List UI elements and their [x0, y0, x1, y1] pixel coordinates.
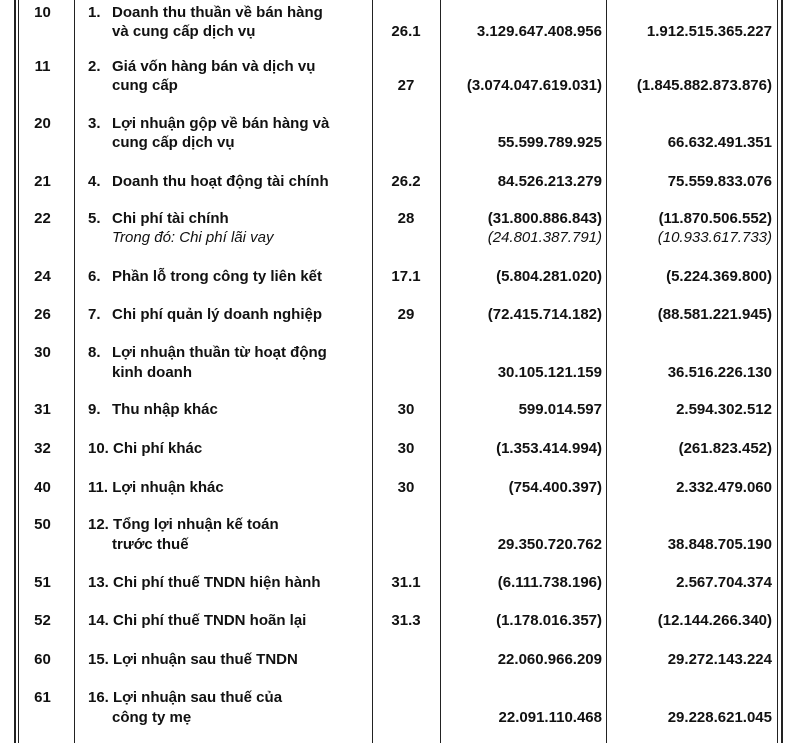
row-note: 31.1	[391, 574, 421, 591]
row-previous-year: (12.144.266.340)	[657, 612, 772, 629]
row-current-year: (754.400.397)	[508, 479, 602, 496]
row-number: 2.	[88, 58, 101, 75]
table-border-left	[14, 0, 16, 743]
row-note: 31.3	[391, 612, 421, 629]
column-divider-current	[606, 0, 607, 743]
row-previous-year: 1.912.515.365.227	[646, 23, 772, 40]
row-note: 29	[397, 306, 415, 323]
row-previous-year: 38.848.705.190	[667, 536, 772, 553]
row-description-cont: cung cấp	[112, 77, 178, 94]
row-number: 5.	[88, 210, 101, 227]
row-number: 4.	[88, 173, 101, 190]
row-code: 32	[34, 440, 51, 457]
column-divider-note	[440, 0, 441, 743]
row-number: 9.	[88, 401, 101, 418]
row-code: 20	[34, 115, 51, 132]
row-sub-current-year: (24.801.387.791)	[487, 229, 602, 246]
row-code: 52	[34, 612, 51, 629]
row-previous-year: 2.567.704.374	[676, 574, 772, 591]
row-code: 21	[34, 173, 51, 190]
row-number: 6.	[88, 268, 101, 285]
row-current-year: 22.060.966.209	[497, 651, 602, 668]
table-border-left-inner	[18, 0, 19, 743]
row-code: 11	[34, 58, 51, 75]
row-number: 7.	[88, 306, 101, 323]
row-current-year: 599.014.597	[518, 401, 602, 418]
row-description-cont: trước thuế	[112, 536, 189, 553]
row-current-year: (72.415.714.182)	[487, 306, 602, 323]
row-previous-year: 66.632.491.351	[667, 134, 772, 151]
table-border-right-inner	[777, 0, 778, 743]
column-divider-item	[372, 0, 373, 743]
row-note: 27	[397, 77, 415, 94]
row-code: 10	[34, 4, 51, 21]
row-code: 31	[34, 401, 51, 418]
row-previous-year: 29.272.143.224	[667, 651, 772, 668]
row-current-year: 55.599.789.925	[497, 134, 602, 151]
row-code: 61	[34, 689, 51, 706]
row-current-year: (1.353.414.994)	[496, 440, 602, 457]
row-code: 30	[34, 344, 51, 361]
row-description: Doanh thu thuần về bán hàng	[112, 4, 323, 21]
row-current-year: (3.074.047.619.031)	[466, 77, 602, 94]
row-description: 16. Lợi nhuận sau thuế của	[88, 689, 283, 706]
row-description: 10. Chi phí khác	[88, 440, 203, 457]
row-current-year: (5.804.281.020)	[496, 268, 602, 285]
row-previous-year: 2.332.479.060	[676, 479, 772, 496]
row-current-year: 30.105.121.159	[497, 364, 602, 381]
row-current-year: 84.526.213.279	[497, 173, 602, 190]
column-divider-code	[74, 0, 75, 743]
row-note: 26.1	[391, 23, 421, 40]
row-description: Giá vốn hàng bán và dịch vụ	[112, 58, 316, 75]
row-current-year: 3.129.647.408.956	[476, 23, 602, 40]
row-code: 22	[34, 210, 51, 227]
row-code: 51	[34, 574, 51, 591]
row-previous-year: (1.845.882.873.876)	[636, 77, 772, 94]
row-code: 40	[34, 479, 51, 496]
row-description: Phần lỗ trong công ty liên kết	[112, 268, 323, 285]
row-sub-previous-year: (10.933.617.733)	[657, 229, 772, 246]
row-description: Thu nhập khác	[112, 401, 218, 418]
row-current-year: 29.350.720.762	[497, 536, 602, 553]
row-description: 12. Tổng lợi nhuận kế toán	[88, 516, 279, 533]
row-description: 13. Chi phí thuế TNDN hiện hành	[88, 574, 321, 591]
row-note: 30	[397, 401, 415, 418]
row-number: 3.	[88, 115, 101, 132]
row-number: 8.	[88, 344, 101, 361]
row-code: 60	[34, 651, 51, 668]
row-previous-year: 2.594.302.512	[676, 401, 772, 418]
row-current-year: (31.800.886.843)	[487, 210, 602, 227]
row-description: Doanh thu hoạt động tài chính	[112, 173, 329, 190]
row-previous-year: (261.823.452)	[678, 440, 772, 457]
row-description-cont: công ty mẹ	[112, 709, 192, 726]
row-note: 28	[397, 210, 415, 227]
row-description: Lợi nhuận gộp về bán hàng và	[112, 115, 330, 132]
row-note: 17.1	[391, 268, 421, 285]
row-sub-description: Trong đó: Chi phí lãi vay	[112, 229, 274, 246]
row-description: 15. Lợi nhuận sau thuế TNDN	[88, 651, 298, 668]
row-description-cont: cung cấp dịch vụ	[112, 134, 235, 151]
row-previous-year: 75.559.833.076	[667, 173, 772, 190]
row-description: 14. Chi phí thuế TNDN hoãn lại	[88, 612, 307, 629]
table-border-right	[781, 0, 783, 743]
row-code: 50	[34, 516, 51, 533]
row-description: 11. Lợi nhuận khác	[88, 479, 224, 496]
row-code: 26	[34, 306, 51, 323]
row-note: 30	[397, 440, 415, 457]
row-description: Lợi nhuận thuần từ hoạt động	[112, 344, 327, 361]
row-note: 30	[397, 479, 415, 496]
row-number: 1.	[88, 4, 101, 21]
row-description-cont: kinh doanh	[112, 364, 192, 381]
row-code: 24	[34, 268, 51, 285]
row-previous-year: 29.228.621.045	[667, 709, 772, 726]
row-current-year: (1.178.016.357)	[496, 612, 602, 629]
row-description: Chi phí quản lý doanh nghiệp	[112, 306, 322, 323]
row-description: Chi phí tài chính	[112, 210, 229, 227]
row-note: 26.2	[391, 173, 421, 190]
row-previous-year: (88.581.221.945)	[657, 306, 772, 323]
row-previous-year: (11.870.506.552)	[658, 210, 772, 227]
row-current-year: (6.111.738.196)	[497, 574, 602, 591]
row-previous-year: 36.516.226.130	[667, 364, 772, 381]
row-description-cont: và cung cấp dịch vụ	[112, 23, 256, 40]
row-previous-year: (5.224.369.800)	[666, 268, 772, 285]
row-current-year: 22.091.110.468	[498, 709, 602, 726]
